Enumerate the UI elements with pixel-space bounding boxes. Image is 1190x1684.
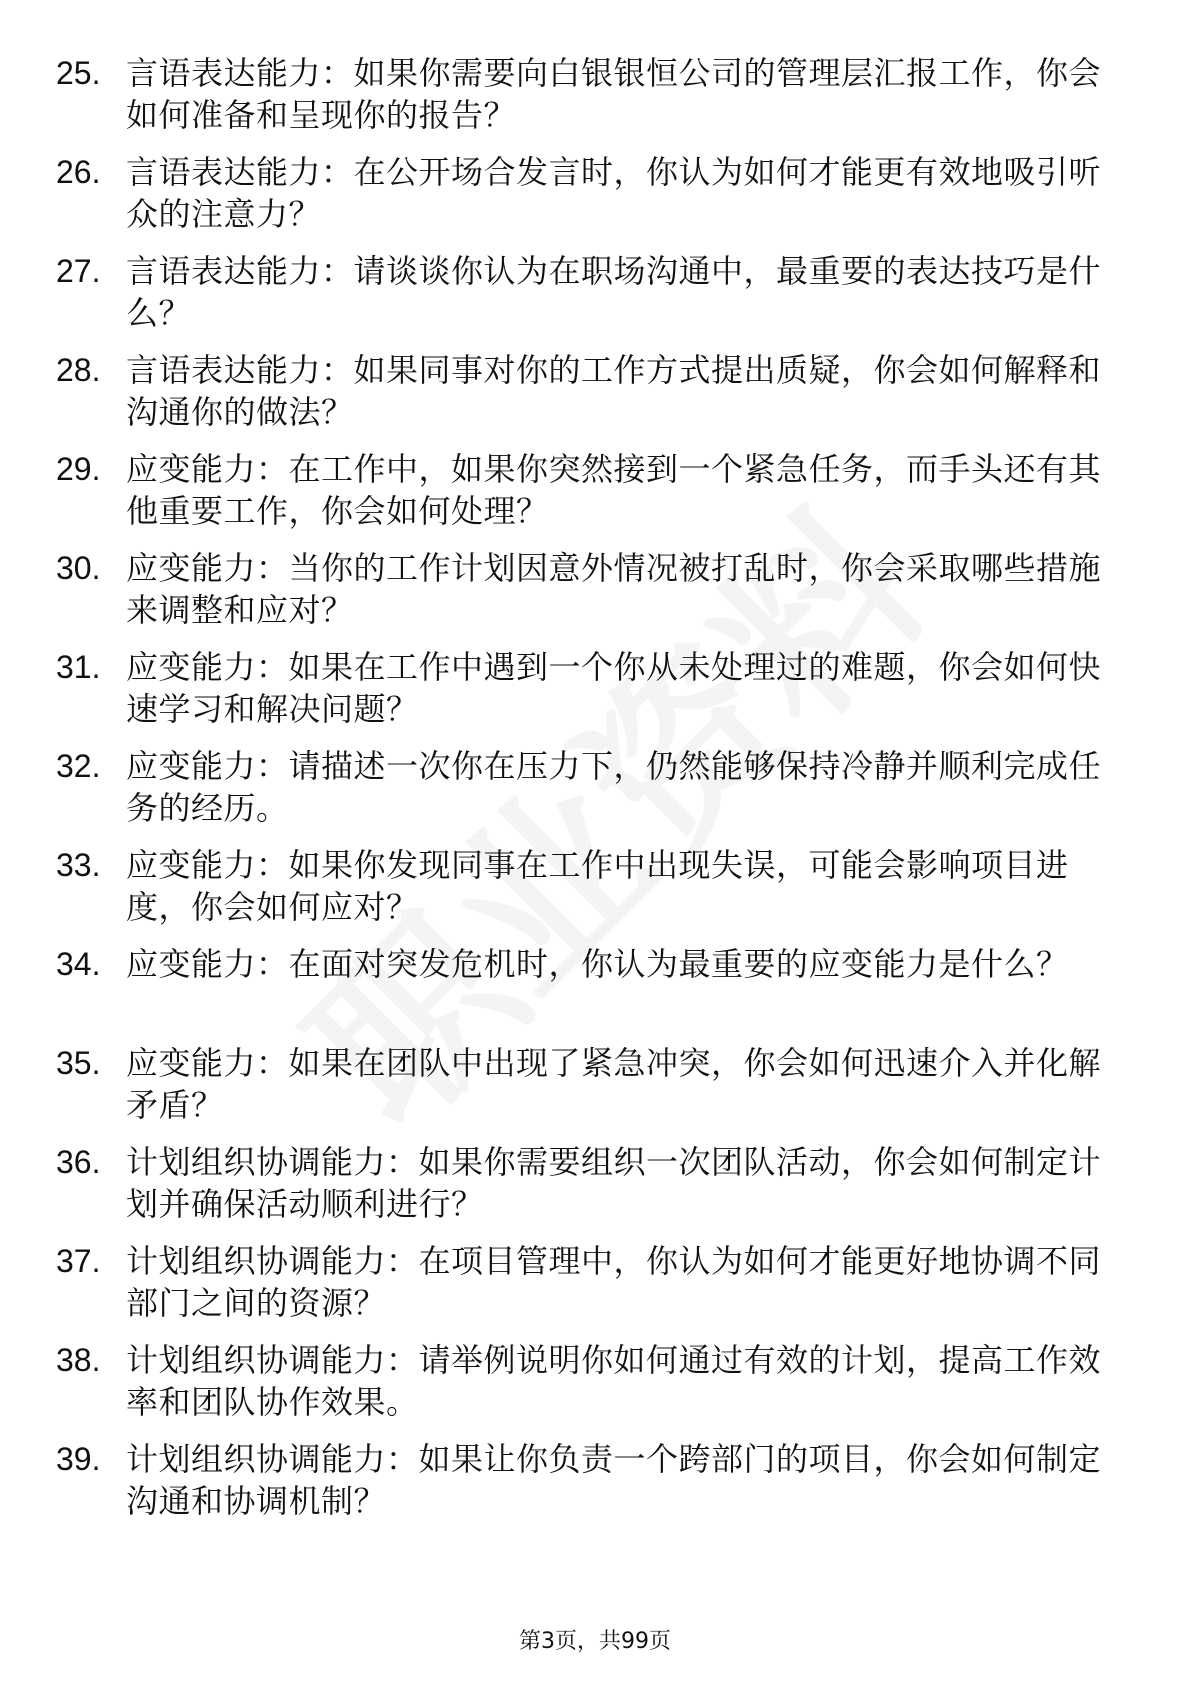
question-item bbox=[56, 745, 1116, 844]
question-text: 应变能力：在面对突发危机时，你认为最重要的应变能力是什么？ bbox=[126, 945, 1069, 983]
question-item bbox=[56, 1042, 1116, 1141]
question-number: 32. bbox=[56, 748, 101, 784]
question-item bbox=[56, 1339, 1116, 1438]
question-item bbox=[56, 646, 1116, 745]
question-number: 36. bbox=[56, 1144, 101, 1180]
question-text: 应变能力：当你的工作计划因意外情况被打乱时，你会采取哪些措施来调整和应对？ bbox=[126, 549, 1102, 629]
question-number: 29. bbox=[56, 451, 101, 487]
question-item bbox=[56, 1141, 1116, 1240]
question-text: 计划组织协调能力：如果让你负责一个跨部门的项目，你会如何制定沟通和协调机制？ bbox=[126, 1440, 1102, 1520]
question-text: 计划组织协调能力：请举例说明你如何通过有效的计划，提高工作效率和团队协作效果。 bbox=[126, 1341, 1102, 1421]
question-number: 27. bbox=[56, 253, 101, 289]
question-number: 37. bbox=[56, 1243, 101, 1279]
question-item bbox=[56, 844, 1116, 943]
question-number: 30. bbox=[56, 550, 101, 586]
question-item bbox=[56, 547, 1116, 646]
question-number: 39. bbox=[56, 1441, 101, 1477]
page-number-label: 第3页，共99页 bbox=[519, 1629, 671, 1654]
question-item bbox=[56, 250, 1116, 349]
question-item bbox=[56, 1438, 1116, 1537]
question-text: 应变能力：如果在团队中出现了紧急冲突，你会如何迅速介入并化解矛盾？ bbox=[126, 1044, 1102, 1124]
question-list bbox=[56, 52, 1116, 1537]
question-number: 25. bbox=[56, 55, 101, 91]
question-number: 31. bbox=[56, 649, 101, 685]
question-text: 应变能力：请描述一次你在压力下，仍然能够保持冷静并顺利完成任务的经历。 bbox=[126, 747, 1102, 827]
question-item bbox=[56, 1240, 1116, 1339]
page-footer bbox=[0, 1628, 1190, 1656]
question-item bbox=[56, 943, 1116, 1042]
question-number: 38. bbox=[56, 1342, 101, 1378]
question-item bbox=[56, 349, 1116, 448]
question-number: 35. bbox=[56, 1045, 101, 1081]
question-number: 28. bbox=[56, 352, 101, 388]
question-item bbox=[56, 448, 1116, 547]
question-text: 应变能力：如果在工作中遇到一个你从未处理过的难题，你会如何快速学习和解决问题？ bbox=[126, 648, 1102, 728]
question-number: 26. bbox=[56, 154, 101, 190]
question-number: 33. bbox=[56, 847, 101, 883]
question-text: 应变能力：如果你发现同事在工作中出现失误，可能会影响项目进度，你会如何应对？ bbox=[126, 846, 1069, 926]
question-text: 计划组织协调能力：在项目管理中，你认为如何才能更好地协调不同部门之间的资源？ bbox=[126, 1242, 1102, 1322]
question-text: 言语表达能力：请谈谈你认为在职场沟通中，最重要的表达技巧是什么？ bbox=[126, 252, 1102, 332]
question-item bbox=[56, 52, 1116, 151]
question-item bbox=[56, 151, 1116, 250]
question-text: 言语表达能力：如果你需要向白银银恒公司的管理层汇报工作，你会如何准备和呈现你的报告？ bbox=[126, 54, 1102, 134]
question-text: 计划组织协调能力：如果你需要组织一次团队活动，你会如何制定计划并确保活动顺利进行？ bbox=[126, 1143, 1102, 1223]
question-text: 应变能力：在工作中，如果你突然接到一个紧急任务，而手头还有其他重要工作，你会如何处理？ bbox=[126, 450, 1102, 530]
question-text: 言语表达能力：如果同事对你的工作方式提出质疑，你会如何解释和沟通你的做法？ bbox=[126, 351, 1102, 431]
question-number: 34. bbox=[56, 946, 101, 982]
question-text: 言语表达能力：在公开场合发言时，你认为如何才能更有效地吸引听众的注意力？ bbox=[126, 153, 1102, 233]
